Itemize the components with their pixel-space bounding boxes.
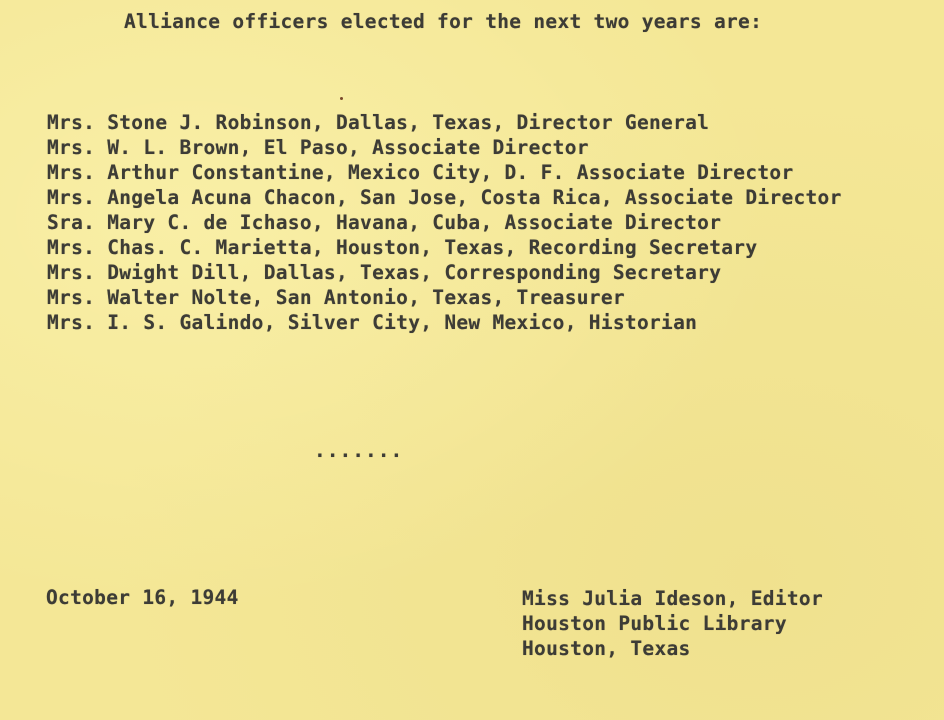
officer-entry xyxy=(47,185,842,210)
officer-entry xyxy=(47,110,842,135)
officer-line: Sra. Mary C. de Ichaso, Havana, Cuba, Associate Director xyxy=(47,211,722,234)
officer-entry xyxy=(47,235,842,260)
officer-entry xyxy=(47,160,842,185)
officer-line: Mrs. Angela Acuna Chacon, San Jose, Costa Rica, Associate Director xyxy=(47,186,842,209)
officer-entry xyxy=(47,285,842,310)
signature-name: Miss Julia Ideson, Editor xyxy=(522,587,823,610)
officer-line: Mrs. Stone J. Robinson, Dallas, Texas, Director General xyxy=(47,111,710,134)
signature-location: Houston, Texas xyxy=(522,637,691,660)
officer-line: Mrs. Arthur Constantine, Mexico City, D. F. Associate Director xyxy=(47,161,794,184)
officer-entry xyxy=(47,135,842,160)
officer-entry xyxy=(47,310,842,335)
signature-block xyxy=(522,586,823,661)
document-heading: Alliance officers elected for the next two years are: xyxy=(124,10,763,33)
officer-list xyxy=(47,110,842,335)
officer-entry xyxy=(47,210,842,235)
officer-line: Mrs. Dwight Dill, Dallas, Texas, Corresponding Secretary xyxy=(47,261,722,284)
officer-line: Mrs. Chas. C. Marietta, Houston, Texas, Recording Secretary xyxy=(47,236,758,259)
officer-line: Mrs. I. S. Galindo, Silver City, New Mexico, Historian xyxy=(47,311,698,334)
officer-entry xyxy=(47,260,842,285)
document-date: October 16, 1944 xyxy=(46,586,239,609)
section-separator: ....... xyxy=(314,439,404,462)
signature-organization: Houston Public Library xyxy=(522,612,787,635)
ink-speck xyxy=(340,97,343,100)
officer-line: Mrs. W. L. Brown, El Paso, Associate Director xyxy=(47,136,589,159)
officer-line: Mrs. Walter Nolte, San Antonio, Texas, Treasurer xyxy=(47,286,625,309)
